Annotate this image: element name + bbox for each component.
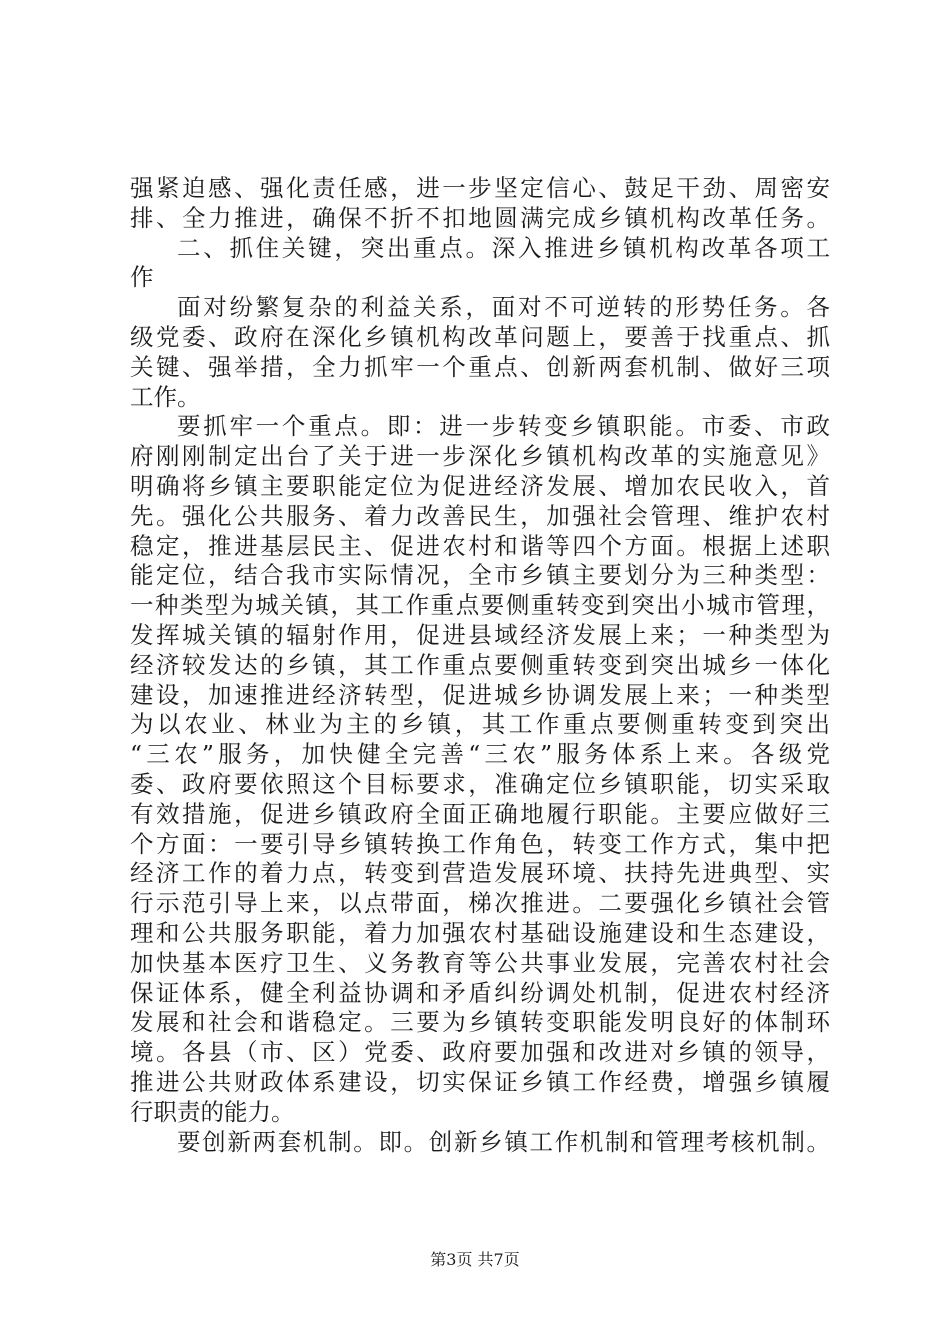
text-line: 二、抓住关键，突出重点。深入推进乡镇机构改革各项工 [177,233,830,262]
text-line: 经济较发达的乡镇，其工作重点要侧重转变到突出城乡一体化 [130,650,830,679]
text-line: 关键、强举措，全力抓牢一个重点、创新两套机制、做好三项 [130,352,830,381]
text-line: 一种类型为城关镇，其工作重点要侧重转变到突出小城市管理， [130,591,830,620]
text-line: 稳定，推进基层民主、促进农村和谐等四个方面。根据上述职 [130,531,830,560]
text-line: 为以农业、林业为主的乡镇，其工作重点要侧重转变到突出 [130,710,830,739]
text-line: 级党委、政府在深化乡镇机构改革问题上，要善于找重点、抓 [130,322,830,351]
text-line: 发展和社会和谐稳定。三要为乡镇转变职能发明良好的体制环 [130,1008,830,1037]
text-line: 强紧迫感、强化责任感，进一步坚定信心、鼓足干劲、周密安 [130,174,830,202]
text-line: 加快基本医疗卫生、义务教育等公共事业发展，完善农村社会 [130,948,830,977]
text-line: 府刚刚制定出台了关于进一步深化乡镇机构改革的实施意见》 [130,442,830,471]
text-line: “三农”服务，加快健全完善“三农”服务体系上来。各级党 [130,740,830,769]
text-line: 要创新两套机制。即。创新乡镇工作机制和管理考核机制。 [177,1127,830,1156]
text-line: 先。强化公共服务、着力改善民生，加强社会管理、维护农村 [130,501,830,530]
text-line: 保证体系，健全利益协调和矛盾纠纷调处机制，促进农村经济 [130,978,830,1007]
body-text [130,174,830,1157]
text-line: 个方面：一要引导乡镇转换工作角色，转变工作方式，集中把 [130,829,830,858]
text-line: 行示范引导上来，以点带面，梯次推进。二要强化乡镇社会管 [130,889,830,918]
text-line: 工作。 [130,382,201,411]
text-line: 行职责的能力。 [130,1097,295,1126]
text-line: 委、政府要依照这个目标要求，准确定位乡镇职能，切实采取 [130,769,830,798]
text-line: 经济工作的着力点，转变到营造发展环境、扶持先进典型、实 [130,859,830,888]
text-line: 能定位，结合我市实际情况，全市乡镇主要划分为三种类型： [130,561,830,590]
text-line: 理和公共服务职能，着力加强农村基础设施建设和生态建设， [130,918,830,947]
text-line: 面对纷繁复杂的利益关系，面对不可逆转的形势任务。各 [177,293,830,322]
text-line: 境。各县（市、区）党委、政府要加强和改进对乡镇的领导， [130,1038,830,1067]
text-line: 作 [130,263,154,292]
text-line: 排、全力推进，确保不折不扣地圆满完成乡镇机构改革任务。 [130,203,830,232]
text-line: 建设，加速推进经济转型，促进城乡协调发展上来；一种类型 [130,680,830,709]
text-line: 要抓牢一个重点。即：进一步转变乡镇职能。市委、市政 [177,412,830,441]
text-line: 发挥城关镇的辐射作用，促进县域经济发展上来；一种类型为 [130,620,830,649]
text-line: 推进公共财政体系建设，切实保证乡镇工作经费，增强乡镇履 [130,1067,830,1096]
text-line: 有效措施，促进乡镇政府全面正确地履行职能。主要应做好三 [130,799,830,828]
page-footer: 第3页 共7页 [430,1250,520,1269]
text-line: 明确将乡镇主要职能定位为促进经济发展、增加农民收入，首 [130,471,830,500]
